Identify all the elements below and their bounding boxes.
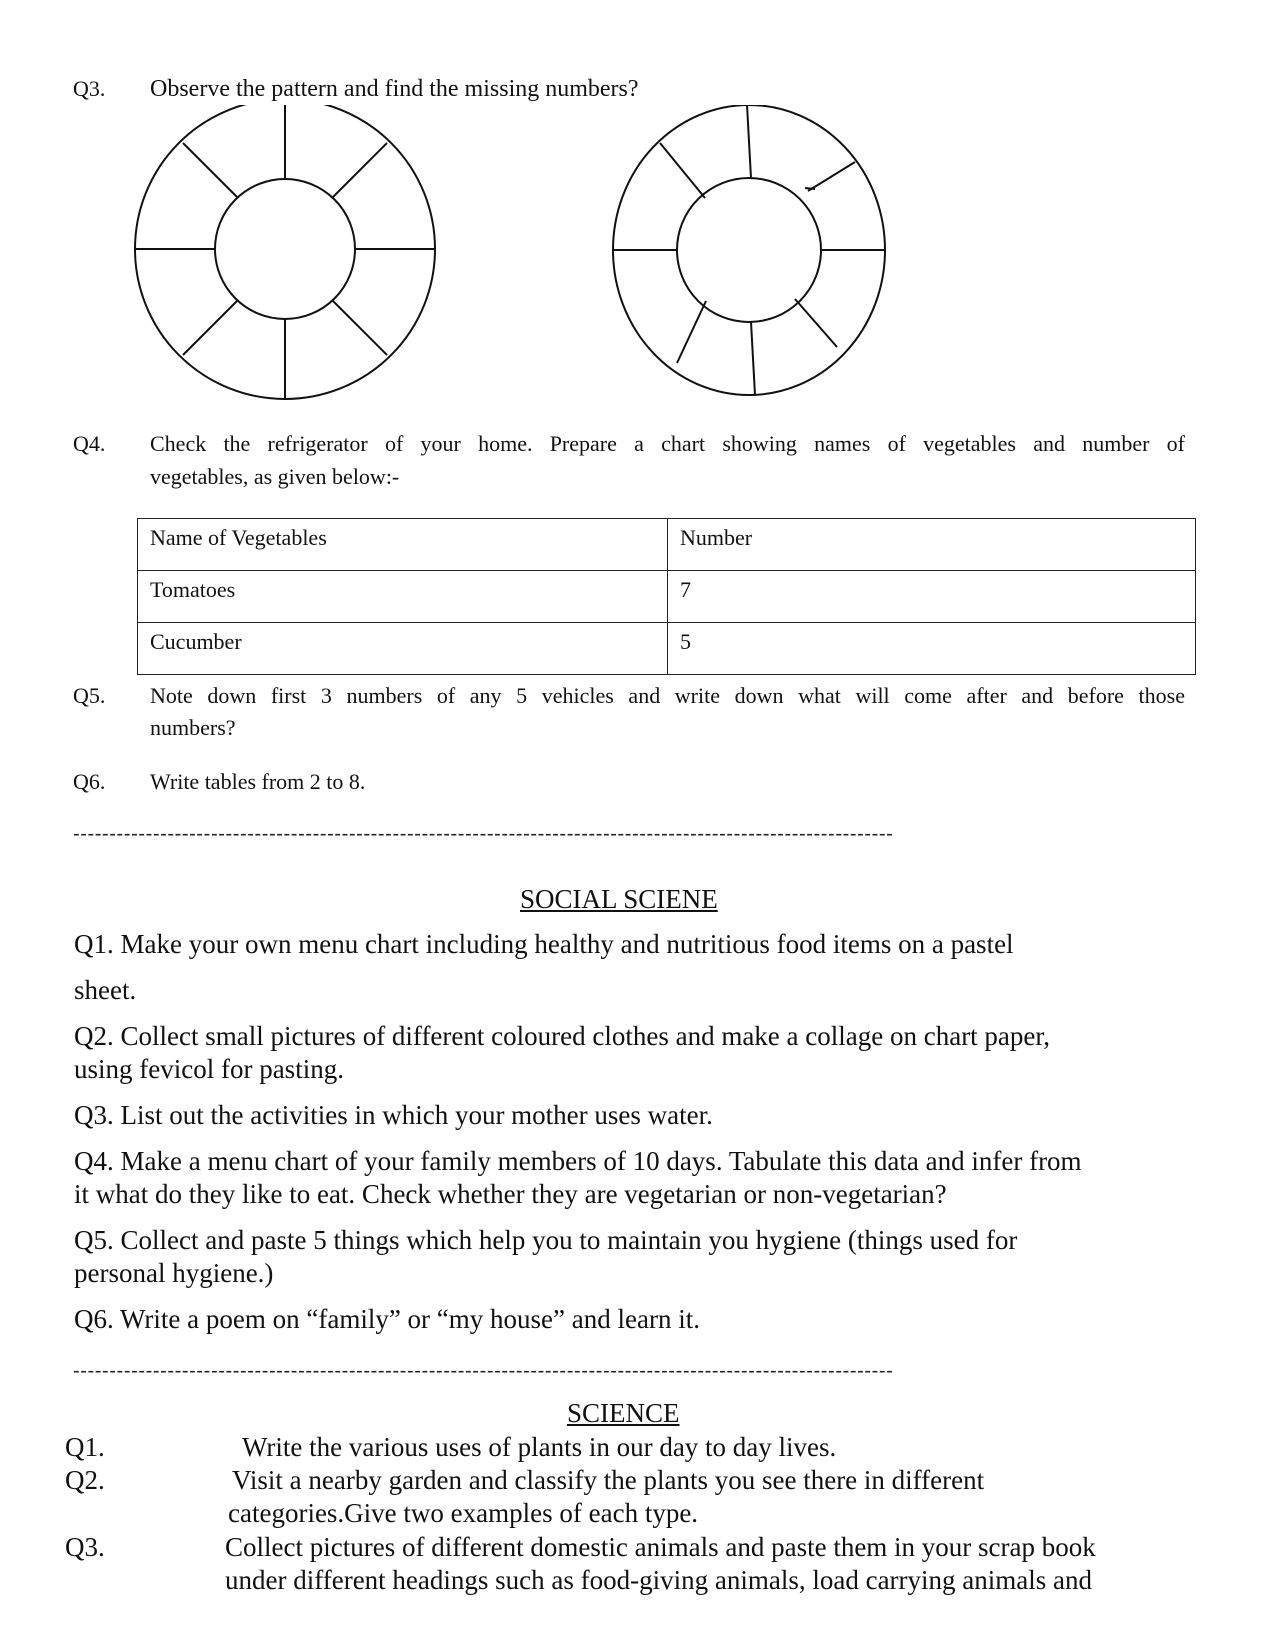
table-row — [138, 571, 1196, 623]
vegetable-table — [137, 518, 1196, 675]
pattern-wheel-right — [605, 105, 895, 405]
math-q6-label: Q6. — [73, 769, 106, 794]
math-q3-label: Q3. — [73, 76, 106, 101]
table-row — [138, 623, 1196, 675]
science-q1-text: Write the various uses of plants in our day to day lives. — [242, 1432, 837, 1462]
social-q5-line1: Q5. Collect and paste 5 things which help you to maintain you hygiene (things used for — [74, 1225, 1018, 1255]
table-header-row — [138, 519, 1196, 571]
table-cell: Tomatoes — [138, 571, 668, 623]
science-q2-label: Q2. — [65, 1465, 105, 1495]
science-q3-label: Q3. — [65, 1532, 105, 1562]
section-divider: ----------------------------------------------------------------------------------------------------------------- — [73, 823, 894, 845]
pattern-wheel-left — [125, 105, 445, 405]
math-q4-label: Q4. — [73, 431, 106, 456]
math-q5-line2: numbers? — [150, 715, 236, 740]
table-cell: 7 — [668, 571, 1196, 623]
science-q2-line1: Visit a nearby garden and classify the plants you see there in different — [232, 1465, 985, 1495]
social-q4-line1: Q4. Make a menu chart of your family members of 10 days. Tabulate this data and infer from — [74, 1146, 1082, 1176]
math-q3-text: Observe the pattern and find the missing numbers? — [150, 76, 639, 102]
section-divider: ----------------------------------------------------------------------------------------------------------------- — [73, 1360, 894, 1382]
science-q3-line1: Collect pictures of different domestic animals and paste them in your scrap book — [225, 1532, 1096, 1562]
table-header: Number — [668, 519, 1196, 571]
table-header: Name of Vegetables — [138, 519, 668, 571]
math-q5-label: Q5. — [73, 683, 106, 708]
social-q2-line2: using fevicol for pasting. — [74, 1054, 344, 1084]
social-q2-line1: Q2. Collect small pictures of different coloured clothes and make a collage on chart paper, — [74, 1021, 1051, 1051]
math-q6-text: Write tables from 2 to 8. — [150, 769, 366, 794]
science-q2-line2: categories.Give two examples of each type. — [228, 1498, 699, 1528]
social-q3: Q3. List out the activities in which your mother uses water. — [74, 1100, 713, 1130]
social-q1-line2: sheet. — [74, 975, 137, 1005]
science-q1-label: Q1. — [65, 1432, 105, 1462]
science-heading: SCIENCE — [567, 1398, 680, 1428]
math-q4-line2: vegetables, as given below:- — [150, 464, 400, 489]
math-q5-line1: Note down first 3 numbers of any 5 vehicles and write down what will come after and before those — [150, 683, 1185, 708]
table-cell: 5 — [668, 623, 1196, 675]
social-q5-line2: personal hygiene.) — [74, 1258, 274, 1288]
science-q3-line2: under different headings such as food-giving animals, load carrying animals and — [225, 1565, 1093, 1595]
table-cell: Cucumber — [138, 623, 668, 675]
social-heading: SOCIAL SCIENE — [520, 884, 718, 914]
social-q1-line1: Q1. Make your own menu chart including healthy and nutritious food items on a pastel — [74, 929, 1014, 959]
social-q6: Q6. Write a poem on “family” or “my house” and learn it. — [74, 1304, 700, 1334]
social-q4-line2: it what do they like to eat. Check whether they are vegetarian or non-vegetarian? — [74, 1179, 947, 1209]
math-q4-line1: Check the refrigerator of your home. Prepare a chart showing names of vegetables and number of — [150, 431, 1185, 456]
